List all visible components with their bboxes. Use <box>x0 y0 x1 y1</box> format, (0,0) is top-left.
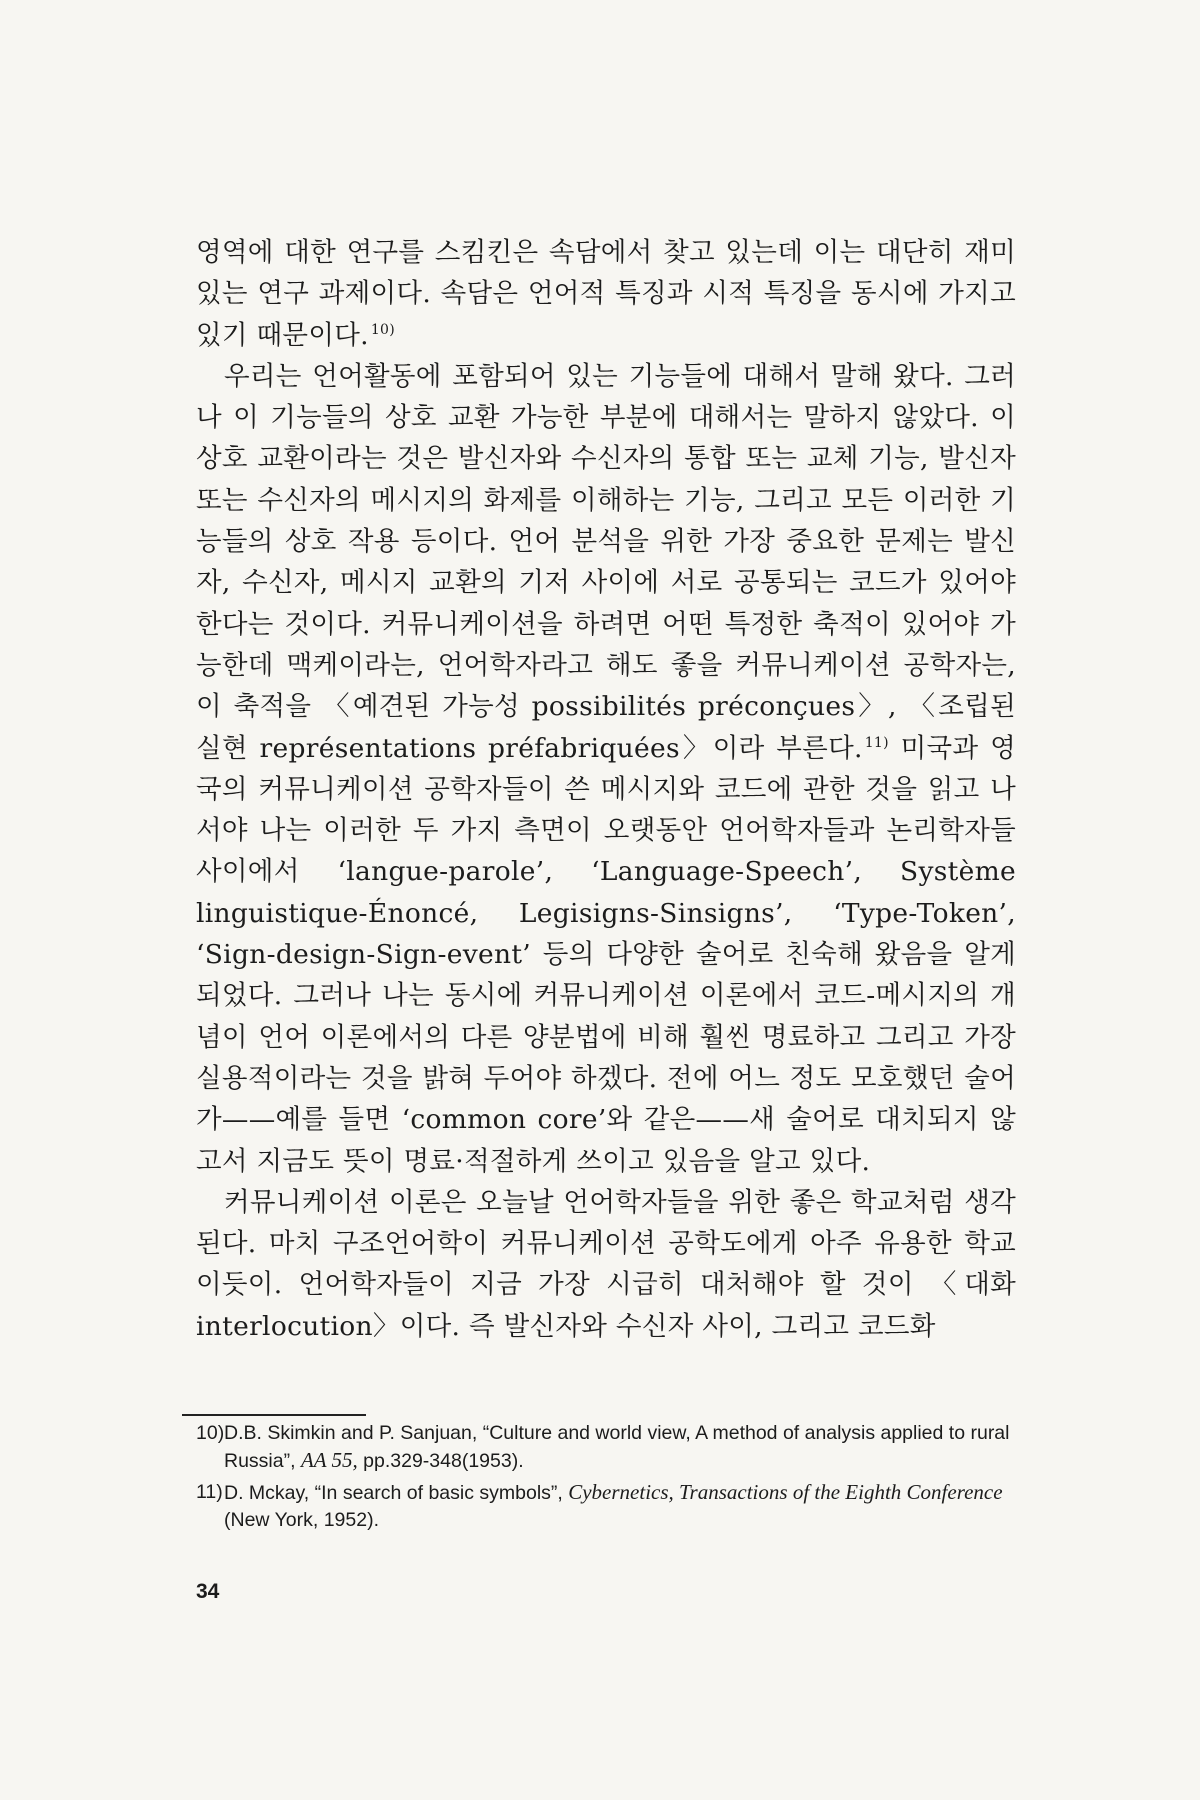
footnote-10-part-b: pp.329-348(1953). <box>363 1450 524 1472</box>
paragraph-2-text: 우리는 언어활동에 포함되어 있는 기능들에 대해서 말해 왔다. 그러나 이 기능들의 상호 교환 가능한 부분에 대해서는 말하지 않았다. 이 상호 교환이라는 것은 발신자와 수신자의 통합 또는 교체 기능, 발신자 또는 수신자의 메시지의 화제를 이해하는 기능, 그리고 모든 이러한 기능들의 상호 작용 등이다. 언어 분석을 위한 가장 중요한 문제는 발신자, 수신자, 메시지 교환의 기저 사이에 서로 공통되는 코드가 있어야 한다는 것이다. 커뮤니케이션을 하려면 어떤 특정한 축적이 있어야 가능한데 맥케이라는, 언어학자라고 해도 좋을 커뮤니케이션 공학자는, 이 축적을 〈예견된 가능성 possibilités préconçues〉, 〈조립된 실현 représentations préfabriquées〉이라 부른다. <box>196 360 1016 764</box>
page-number: 34 <box>196 1580 220 1603</box>
footnote-10-number: 10) <box>196 1422 225 1444</box>
footnote-rule <box>182 1414 366 1416</box>
paragraph-3: 커뮤니케이션 이론은 오늘날 언어학자들을 위한 좋은 학교처럼 생각된다. 마치 구조언어학이 커뮤니케이션 공학도에게 아주 유용한 학교이듯이. 언어학자들이 지금 가장 시급히 대처해야 할 것이 〈대화 interlocution〉이다. 즉 발신자와 수신자 사이, 그리고 코드화 <box>196 1186 1016 1342</box>
footnotes <box>196 1420 1018 1538</box>
footnote-11-part-a: D. Mckay, “In search of basic symbols”, <box>224 1482 563 1504</box>
footnote-11-text <box>224 1479 1018 1534</box>
paragraph-2-continued-text: 미국과 영국의 커뮤니케이션 공학자들이 쓴 메시지와 코드에 관한 것을 읽고 나서야 나는 이러한 두 가지 측면이 오랫동안 언어학자들과 논리학자들 사이에서 ‘langue-parole’, ‘Language-Speech’, Système linguistique-Énoncé, Legisigns-Sinsigns’, ‘Type-Token’, ‘Sign-design-Sign-event’ 등의 다양한 술어로 친숙해 왔음을 알게 되었다. 그러나 나는 동시에 커뮤니케이션 이론에서 코드-메시지의 개념이 언어 이론에서의 다른 양분법에 비해 훨씬 명료하고 그리고 가장 실용적이라는 것을 밝혀 두어야 하겠다. 전에 어느 정도 모호했던 술어가——예를 들면 ‘common core’와 같은——새 술어로 대치되지 않고서 지금도 뜻이 명료·적절하게 쓰이고 있음을 알고 있다. <box>196 732 1016 1177</box>
footnote-11-number: 11) <box>196 1481 223 1503</box>
footnote-10-text <box>224 1420 1018 1475</box>
footnote-11-part-b: (New York, 1952). <box>224 1509 380 1531</box>
footnote-11 <box>196 1479 1018 1534</box>
paragraph-1-text: 영역에 대한 연구를 스킴킨은 속담에서 찾고 있는데 이는 대단히 재미있는 연구 과제이다. 속담은 언어적 특징과 시적 특징을 동시에 가지고 있기 때문이다. <box>196 237 1016 351</box>
paragraph-1 <box>196 232 1016 356</box>
paragraph-2 <box>196 356 1016 1182</box>
footnote-ref-10: 10) <box>370 321 396 338</box>
footnote-10-part-a: D.B. Skimkin and P. Sanjuan, “Culture and world view, A method of analysis applied to rural Russia”, <box>224 1422 1010 1472</box>
footnote-10 <box>196 1420 1018 1475</box>
footnote-11-title: Cybernetics, Transactions of the Eighth Conference <box>568 1480 1003 1504</box>
body-text <box>196 232 1016 1347</box>
footnote-10-journal: AA 55, <box>300 1448 358 1472</box>
footnote-ref-11: 11) <box>864 734 889 751</box>
